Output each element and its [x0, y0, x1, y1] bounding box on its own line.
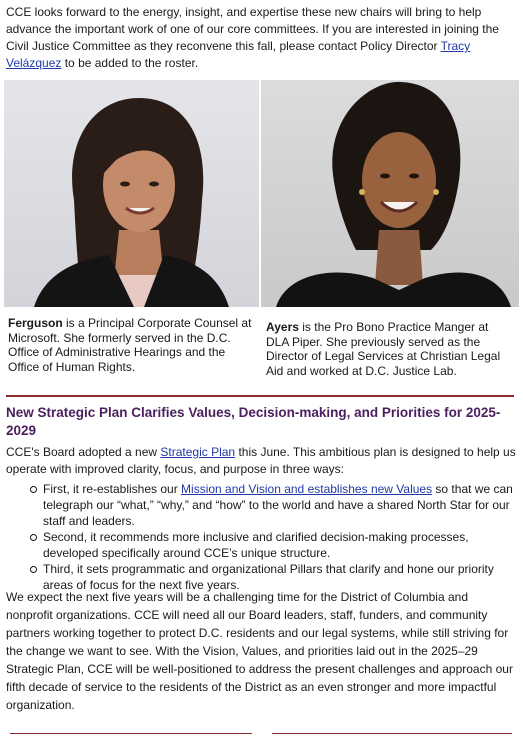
ferguson-name: Ferguson [8, 316, 63, 330]
tracy-velazquez-link[interactable]: Tracy Velázquez [6, 39, 471, 70]
strategic-plan-link[interactable]: Strategic Plan [160, 445, 236, 459]
bullet-1-text-end: so that we can telegraph our “what,” “why,” and “how” to the world and have a shared North Star for our staff and leaders. [43, 482, 513, 528]
bullet-2-text: Second, it recommends more inclusive and clarified decision-making processes, developed specifically around CCE’s unique structure. [43, 530, 469, 560]
section-divider [6, 395, 514, 397]
strategic-plan-paragraph [6, 444, 516, 478]
bottom-divider-left [10, 733, 252, 734]
section-heading: New Strategic Plan Clarifies Values, Decision-making, and Priorities for 2025-2029 [6, 405, 501, 438]
ayers-photo [261, 80, 519, 307]
strategic-plan-bullets [30, 481, 514, 593]
bullet-1-text: First, it re-establishes our [43, 482, 182, 496]
intro-text-end: to be added to the roster. [61, 56, 199, 70]
para1-text: CCE's Board adopted a new [6, 445, 161, 459]
intro-paragraph [6, 4, 516, 72]
outlook-paragraph: We expect the next five years will be a challenging time for the District of Columbia and nonprofit organizations. CCE will need all our Board leaders, staff, funders, and community partners working together to protect D.C. residents and our legal systems, while still striving for the change we want to see. With the Vision, Values, and priorities laid out in the 2025–29 Strategic Plan, CCE will be well-positioned to address the present challenges and approach our fifth decade of service to the residents of the District as an even stronger and more impactful organization. [6, 590, 513, 712]
ayers-name: Ayers [266, 320, 299, 334]
ayers-bio: is the Pro Bono Practice Manger at DLA Piper. She previously served as the Director of Legal Services at Christian Legal Aid and worked at D.C. Justice Lab. [266, 320, 501, 378]
mission-vision-values-link[interactable]: Mission and Vision and establishes new Values [181, 482, 433, 496]
ferguson-caption [8, 316, 254, 374]
list-item [30, 529, 514, 561]
bullet-3-text: Third, it sets programmatic and organizational Pillars that clarify and hone our priority areas of focus for the next five years. [43, 562, 494, 592]
bottom-divider-right [272, 733, 512, 734]
ayers-caption [266, 320, 512, 378]
para1-text-end: this June. This ambitious plan is designed to help us operate with improved clarity, focus, and purpose in three ways: [6, 445, 516, 476]
ferguson-photo [4, 80, 259, 307]
list-item [30, 481, 514, 529]
ferguson-bio: is a Principal Corporate Counsel at Microsoft. She formerly served in the D.C. Office of Administrative Hearings and the Office of Human Rights. [8, 316, 252, 374]
intro-text: CCE looks forward to the energy, insight, and expertise these new chairs will bring to help advance the important work of one of our core committees. If you are interested in joining the Civil Justice Committee as they reconvene this fall, please contact Policy Director [6, 5, 499, 53]
